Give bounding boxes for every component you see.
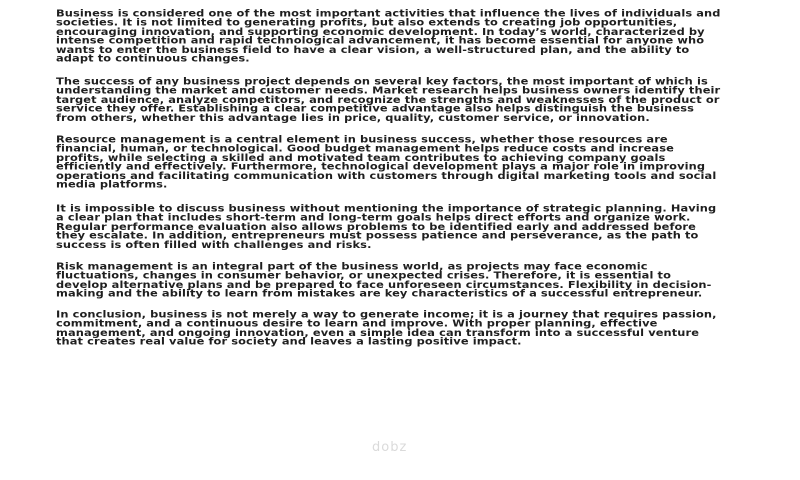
paragraph-risk-management: Risk management is an integral part of the business world, as projects may face economic fluctuations, changes in consumer behavior, or unexpected crises. Therefore, it is essential to develop alternative plans and be prepared to face unforeseen circumstances. Flexibility in decision-making and the ability to learn from mistakes are key characteristics of a successful entrepreneur.: [56, 260, 712, 300]
paragraph-introduction: Business is considered one of the most important activities that influence the lives of individuals and societies. It is not limited to generating profits, but also extends to creating job opportunities, encouraging innovation, and supporting economic development. In today’s world, characterized by intense competition and rapid technological advancement, it has become essential for anyone who wants to enter the business field to have a clear vision, a well-structured plan, and the ability to adapt to continuous changes.: [56, 7, 721, 65]
paragraph-resource-management: Resource management is a central element in business success, whether those resources are financial, human, or technological. Good budget management helps reduce costs and increase profits, while selecting a skilled and motivated team contributes to achieving company goals efficiently and effectively. Furthermore, technological development plays a major role in improving operations and facilitating communication with customers through digital marketing tools and social media platforms.: [56, 133, 717, 191]
watermark: dobz: [372, 440, 408, 455]
paragraph-conclusion: In conclusion, business is not merely a way to generate income; it is a journey that requires passion, commitment, and a continuous desire to learn and improve. With proper planning, effective management, and ongoing innovation, even a simple idea can transform into a successful venture that creates real value for society and leaves a lasting positive impact.: [56, 307, 717, 347]
paragraph-strategic-planning: It is impossible to discuss business without mentioning the importance of strategic planning. Having a clear plan that includes short-term and long-term goals helps direct efforts and organize work. Regular performance evaluation also allows problems to be identified early and addressed before they escalate. In addition, entrepreneurs must possess patience and perseverance, as the path to success is often filled with challenges and risks.: [56, 202, 717, 251]
paragraph-key-factors: The success of any business project depends on several key factors, the most important of which is understanding the market and customer needs. Market research helps business owners identify their target audience, analyze competitors, and recognize the strengths and weaknesses of the product or service they offer. Establishing a clear competitive advantage also helps distinguish the business from others, whether this advantage lies in price, quality, customer service, or innovation.: [56, 75, 721, 124]
document-body: [56, 9, 722, 357]
